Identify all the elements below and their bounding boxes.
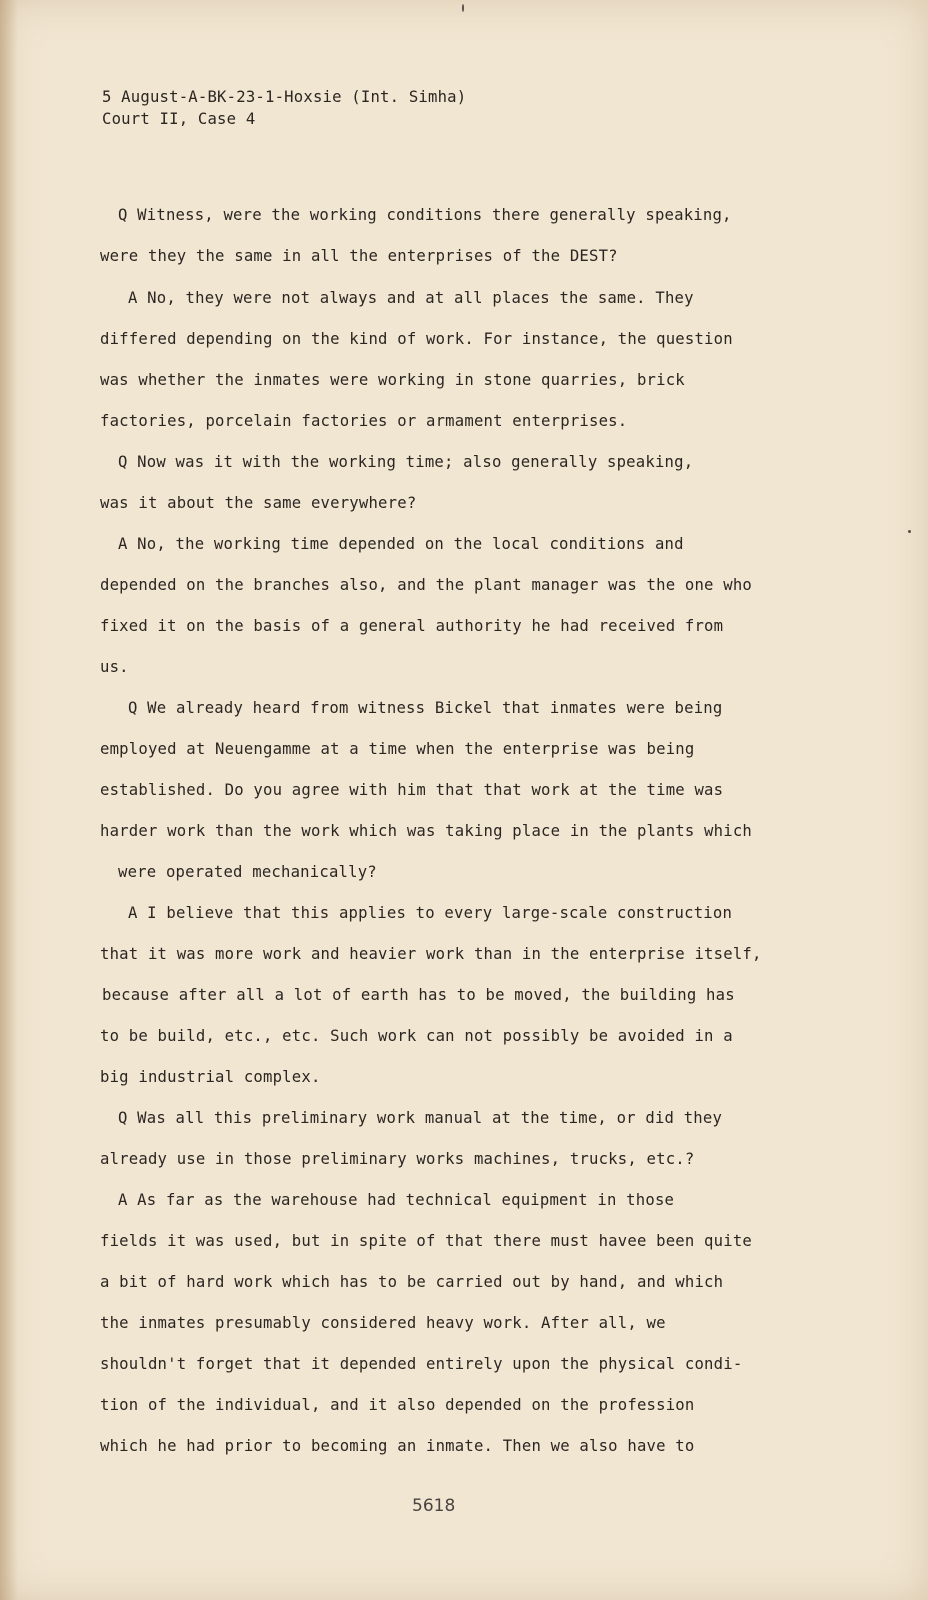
- text-line: Q Was all this preliminary work manual at the time, or did they: [118, 1109, 723, 1127]
- text-line: A As far as the warehouse had technical equipment in those: [118, 1191, 675, 1209]
- text-line: A No, they were not always and at all places the same. They: [128, 289, 694, 307]
- text-line: Q Now was it with the working time; also generally speaking,: [118, 453, 694, 471]
- text-line: fixed it on the basis of a general authority he had received from: [100, 617, 724, 635]
- text-line: to be build, etc., etc. Such work can not possibly be avoided in a: [100, 1027, 733, 1045]
- header-line-2: Court II, Case 4: [102, 110, 256, 128]
- text-line: fields it was used, but in spite of that there must havee been quite: [100, 1232, 752, 1250]
- paper-speck: [908, 530, 911, 533]
- text-line: us.: [100, 658, 129, 676]
- text-line: big industrial complex.: [100, 1068, 321, 1086]
- text-line: Q We already heard from witness Bickel that inmates were being: [128, 699, 723, 717]
- text-line: factories, porcelain factories or armament enterprises.: [100, 412, 628, 430]
- page-number: 5618: [412, 1496, 456, 1516]
- text-line: A I believe that this applies to every large-scale construction: [128, 904, 733, 922]
- text-line: harder work than the work which was taking place in the plants which: [100, 822, 752, 840]
- text-line: already use in those preliminary works machines, trucks, etc.?: [100, 1150, 695, 1168]
- text-line: was it about the same everywhere?: [100, 494, 417, 512]
- text-line: was whether the inmates were working in stone quarries, brick: [100, 371, 685, 389]
- text-line: that it was more work and heavier work than in the enterprise itself,: [100, 945, 762, 963]
- text-line: employed at Neuengamme at a time when the enterprise was being: [100, 740, 695, 758]
- page-edge-shadow: [0, 0, 18, 1600]
- header-line-1: 5 August-A-BK-23-1-Hoxsie (Int. Simha): [102, 88, 467, 106]
- text-line: because after all a lot of earth has to be moved, the building has: [102, 986, 735, 1004]
- text-line: differed depending on the kind of work. For instance, the question: [100, 330, 733, 348]
- text-line: established. Do you agree with him that that work at the time was: [100, 781, 724, 799]
- document-header: [102, 86, 466, 130]
- text-line: Q Witness, were the working conditions there generally speaking,: [118, 206, 732, 224]
- text-line: a bit of hard work which has to be carried out by hand, and which: [100, 1273, 724, 1291]
- text-line: shouldn't forget that it depended entirely upon the physical condi-: [100, 1355, 743, 1373]
- text-line: the inmates presumably considered heavy work. After all, we: [100, 1314, 666, 1332]
- paper-speck: [462, 4, 464, 12]
- text-line: were operated mechanically?: [118, 863, 377, 881]
- text-line: A No, the working time depended on the local conditions and: [118, 535, 684, 553]
- text-line: which he had prior to becoming an inmate. Then we also have to: [100, 1437, 695, 1455]
- text-line: tion of the individual, and it also depended on the profession: [100, 1396, 695, 1414]
- text-line: were they the same in all the enterprises of the DEST?: [100, 247, 618, 265]
- text-line: depended on the branches also, and the plant manager was the one who: [100, 576, 752, 594]
